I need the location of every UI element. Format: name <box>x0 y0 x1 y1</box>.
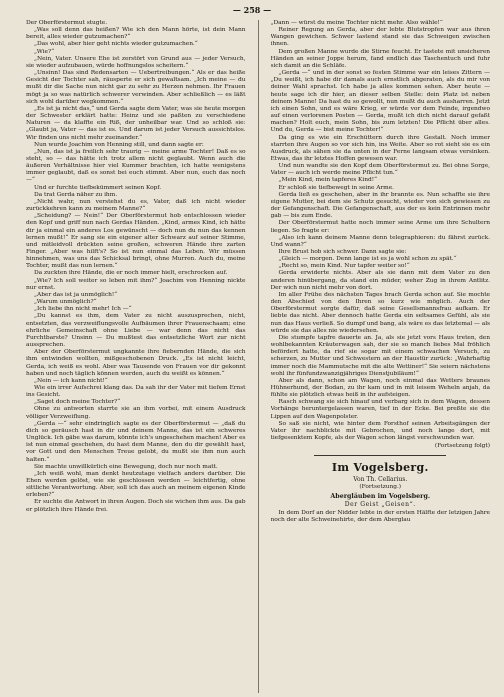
paragraph: „Gerda —“ sehr eindringlich sagte es der Oberförstermut — „daß du dich so geräusch hast in dir und deinem Manne, das ist ein schweres Unglück. Ich gäbe was darum, könnte ich's ungeschehen machen! Aber es ist nun einmal geschehen, du hast dem Manne, den du dir gewählt hast, vor Gott und den Menschen Treue gelobt, du mußt sie ihm nun auch halten.“ <box>26 420 246 463</box>
left-column <box>26 20 246 693</box>
story-continuation-note: (Fortsetzung.) <box>359 484 402 491</box>
paragraph: Rasch schwang sie sich hinauf und verbarg sich in dem Wagen, dessen Vorhänge heruntergelassen waren, tief in der Ecke. Bei preßte sie die Lippen auf den Wagenpolster. <box>270 399 490 420</box>
paragraph: „Wie?“ <box>34 48 55 55</box>
paragraph: „Nicht wahr, nun verstehst du es, Vater, daß ich nicht wieder zurückkehren kann zu meinem Manne?“ <box>26 198 246 213</box>
chapter-subheading: Der Geist „Geisen“. <box>344 501 416 509</box>
paragraph: „Scheidung? — Nein!“ Der Oberförstermut hob entschlossen wieder den Kopf und griff nun nach Gerdas Händen. „Kind, armes Kind, ich hätte dir ja einmal ein anderes Los gewünscht — doch nun du nun das kennen lernen mußt!“ Er sang sie ein eigener alter Schwarz auf seiner Stimme, und mitleidvoll drückten seine großen, schweren Hände ihre zarten Finger. „Aber was hilft's? So ist nun einmal das Leben. Wir müssen hinnehmen, was uns das Schicksal bringt, ohne Murren. Auch du, meine Tochter, mußt das nun lernen.“ <box>26 213 246 270</box>
paragraph: Er suchte die Antwort in ihren Augen. Doch sie wichen ihm aus. Da gab er plötzlich ihre Hände frei. <box>26 499 246 513</box>
paragraph: „Es ist ja nicht das,“ und Gerda sagte dem Vater, was sie heute morgen der Schwester erklärt hatte: Heinz und sie paßten zu verschiedene Naturen — da klaffte ein Riß, der unheilbar war. Und so schloß sie: „Glaubt ja, Vater — das ist es. Und darum ist jeder Versuch aussichtslos. Wir finden uns nicht mehr zueinander.“ <box>26 105 246 141</box>
paragraph: „Recht so, mein Kind. Nur tapfer weiter so!“ <box>278 263 410 270</box>
paragraph: „Saget doch meine Tochter?“ <box>34 399 121 406</box>
right-column-text <box>271 20 491 442</box>
column-divider <box>258 20 259 693</box>
paragraph: Aber der Oberförstermut ungkannte ihre fiebernden Hände, die sich ihm entwinden wollten, mißgeschobenen Druck. „Es ist nicht leicht, Gerda, ich weiß es wohl. Aber was Tausende von Frauen vor dir gekonnt haben und noch täglich können werden, auch du weißt es können.“ <box>26 349 246 377</box>
paragraph: Dem großen Manne wurde die Stirne feucht. Er tastete mit unsicheren Händen an seiner Joppe herum, fand endlich das Taschentuch und fuhr sich damit an die Schläfe. <box>270 48 490 69</box>
section-rule <box>314 455 446 456</box>
paragraph: „Nun, das ist ja freilich sehr traurig — meine arme Tochter! Daß es so steht, so — das hätte ich trotz allem nicht geglaubt. Wenn auch die äußeren Verhältnisse hier viel Kummer brachten, ich hatte wenigstens immer geglaubt, daß es sonst bei euch stimmt. Aber nun, euch das noch —“ <box>26 148 246 184</box>
paragraph: Gerda ließ es geschehen, aber in ihr brannte es. Nun schaffte sie ihre eigene Mutter, bei dem sie Schutz gesucht, wieder von sich gewiesen zu der Gefangenschaft. Die Gefangenschaft, aus der es kein Entrinnen mehr gab — bis zum Ende. <box>270 191 490 220</box>
right-column <box>271 20 491 693</box>
story-title: Im Vogelsberg. <box>331 461 429 475</box>
paragraph: „Mein Kind, mein tapferes Kind!“ <box>278 177 377 184</box>
paragraph: „Ich liebe ihn nicht mehr! Ich —“ <box>34 306 132 313</box>
paragraph: Sie machte unwillkürlich eine Bewegung, doch nur noch matt. <box>34 463 218 470</box>
paragraph: Wie ein irrer Aufschrei klang das. Da sah ihr der Vater mit tiefem Ernst ins Gesicht. <box>26 384 246 399</box>
paragraph: Der Oberförstermut hatte noch immer seine Arme um ihre Schultern liegen. So fragte er: <box>270 220 490 234</box>
paragraph: „Wie? Ich soll weiter so leben mit ihm?“ Joachim von Henning nickte nur ernst. <box>26 277 246 291</box>
paragraph: „Unsinn! Das sind Redensarten — Uebertreibungen.“ Als er das heiße Gesicht der Tochter sah, räusperte er sich gewaltsam. „Ich meine — du mußt dir die Sache nun nicht gar zu sehr zu Herzen nehmen. Ihr Frauen mögt ja so was natürlich schwerer verwinden. Aber schließlich — es läßt sich wohl darüber wegkommen.“ <box>26 70 246 105</box>
paragraph: „Warum unmöglich?“ <box>34 299 97 306</box>
paragraph: So saß sie nicht, wie hinter dem Forsthof seinen Arbeitsgängen der Vater ihr nachblickte mit Gebrochen, und noch lange dort, mit tiefgesenktem Kopfe, als der Wagen schon längst verschwunden war. <box>270 420 490 442</box>
chapter-heading: Abergläuben im Vogelsberg. <box>330 493 431 501</box>
paragraph: „Was soll denn das heißen? Wie ich den Mann hörte, ist dein Mann bereit, alles wieder gutzumachen?“ <box>26 27 246 41</box>
paragraph: Da zuckten ihre Hände, die er noch immer hielt, erschrocken auf. <box>34 270 228 277</box>
paragraph: Aber als dann, schon am Wagen, noch einmal das Wetters braunes Hühnerhund, der Bodan, zu ihr kam und in mit leisem Weheln anjah, da fühlte sie plötzlich etwas heiß in ihr aufsteigen. <box>270 377 490 399</box>
paragraph: „Das wohl, aber hier geht nichts wieder gutzumachen.“ <box>34 41 198 48</box>
paragraph: Ohne zu antworten starrte sie an ihm vorbei, mit einem Ausdruck völliger Verzweiflung. <box>26 406 246 420</box>
paragraph: Da trat Gerda näher zu ihm. <box>34 191 118 198</box>
paragraph: Reiner Regung an Gerda, aber der lebte Blutstropfen war aus ihren Wangen gewichen. Schwer lastend stand sie das Schweigen zwischen ihnen. <box>270 27 490 48</box>
paragraph: „Nein — ich kann nicht!“ <box>34 377 108 384</box>
text-columns <box>26 20 490 693</box>
paragraph: Der Oberförstermut stugte. <box>26 20 108 26</box>
paragraph: „Ich weiß wohl, man denkt heutzutage vielfach anders darüber. Die Ehen werden gelöst, wie sie geschlossen werden — leichtfertig, ohne sittliche Verantwortung. Aber, soll ich das auch an meinem eigenen Kinde erleben?“ <box>26 470 246 499</box>
paragraph: „Gleich — morgen. Denn lange ist es ja wohl schon zu spät.“ <box>278 256 457 263</box>
paragraph: „Du kannst es ihm, dem Vater zu nicht auszusprechen, nicht, entsetzten, das verzweiflungsvolle Aufbäumen ihrer Frauenschaam; eine ehrliche Gemeinschaft ohne Liebe — war denn das nicht das Furchtbarste? Unsinn — Du mußtest das entsetzliche Wort zur nicht aussprechen. <box>26 313 246 349</box>
paragraph: „Also ich kann deinem Manne denn telegraphieren: du fährst zurück. Und wann?“ <box>270 234 490 248</box>
paragraph: Im aller Frühe des nächsten Tages brach Gerda schon auf. Sie mochte den Abschied von den Ihren so kurz wie möglich. Auch der Oberförstermut sorgte dafür, daß seine Gesellsmannsfrau aufkam. Er liebte das nicht. Aber dennoch hatte Gerda ein seltsames Gefühl, als sie nun das Haus verließ. So dumpf und bang, als wäre es das letztemal — als würde sie das alles nie wiedersehen. <box>270 291 490 334</box>
paragraph: „Aber das ist ja unmöglich!“ <box>34 291 118 298</box>
paragraph: „Dann — würst du meine Tochter nicht mehr. Also wähle!“ <box>270 20 443 26</box>
paragraph: Die stumpfe tapfre dauerte an. Ja, als sie jetzt vors Haus treten, den wohlbekannten Kräuterwagen sah, der sie so manch liebes Mal fröhlich befördert hatte, da rief sie sogar mit einem schwachen Versuch, zu scherzen, zu Mutter und Schwestern an der Haustür zurück: „Wahrhaftig immer noch die Mammutsche mit die alte Wettiner!“ Sie seiern nächstens wohl ihr fünfundzwanzigjähriges Dienstjubiläum!“ <box>270 334 490 377</box>
story-byline: Von Th. Cellarius. <box>353 476 408 484</box>
paragraph: Da ging es wie ein Erschüttern durch ihre Gestalt. Noch immer starrten ihre Augen so vor sich hin, ins Weite. Aber so rot sieht sie es ein Ausdruck, als sähen sie da unten in der Ferne langsam etwas versinken. Etwas, das ihr letztes Hoffen gewesen war. <box>270 134 490 162</box>
paragraph: Gerda erwiderte nichts. Aber als sie dann mit dem Vater zu den anderen hinübergang, da stand ein müder, weher Zug in ihrem Antlitz. Der wich nun nicht mehr von dort. <box>270 270 490 291</box>
paragraph: Ihre Brust hob sich schwer. Dann sagte sie: <box>278 249 407 255</box>
paragraph: „Gerda —“ und in der sonst so festen Stimme war ein leises Zittern — „Du weißt, ich habe dir damals auch ernstlich abgeraten, als du mir von deiner Wahl sprachst. Ich habe ja alles kommen sehen. Aber heute — heute sage ich dir hier, an dieser selben Stelle: dein Platz ist neben deinem Manne! Da hast du so gewollt, nun mußt du auch ausharren. Jetzt ich einen Sohn, und es wäre Krieg, er würde vor dem Feinde, irgendwo auf einen verlorenen Posten — Gerda, mußt ich dich nicht darauf gefaßt machen? Holt euch, mein Sohn, bis zum letzten! Die Pflicht über alles. Und du, Gerda — bist meine Tochter!“ <box>270 70 490 134</box>
paragraph: Und er furchte tiefbekümmert seinen Kopf. <box>34 184 162 191</box>
story-paragraph: In dem Dorf an der Nidder lebte in der ersten Hälfte der letzigen Jahre noch der alte Schweinehirte, der dem Aberglau <box>270 510 490 524</box>
paragraph: Nun wurde Joachim von Henning still, und dann sagte er: <box>34 141 204 148</box>
paragraph: Er schloß sie tiefbewegt in seine Arme. <box>278 184 394 191</box>
paragraph: „Nein, Vater. Unsere Ehe ist zerstört von Grund aus — jeder Versuch, sie wieder aufzubauen, würde hoffnungslos scheitern.“ <box>26 55 246 69</box>
page-number: — 258 — <box>232 5 272 15</box>
continued-note: (Fortsetzung folgt) <box>434 443 490 450</box>
paragraph: Und nun wandte sie den Kopf dem Oberförstermut zu. Bei ohne Sorge, Vater — auch ich werde meine Pflicht tun.“ <box>270 163 490 177</box>
